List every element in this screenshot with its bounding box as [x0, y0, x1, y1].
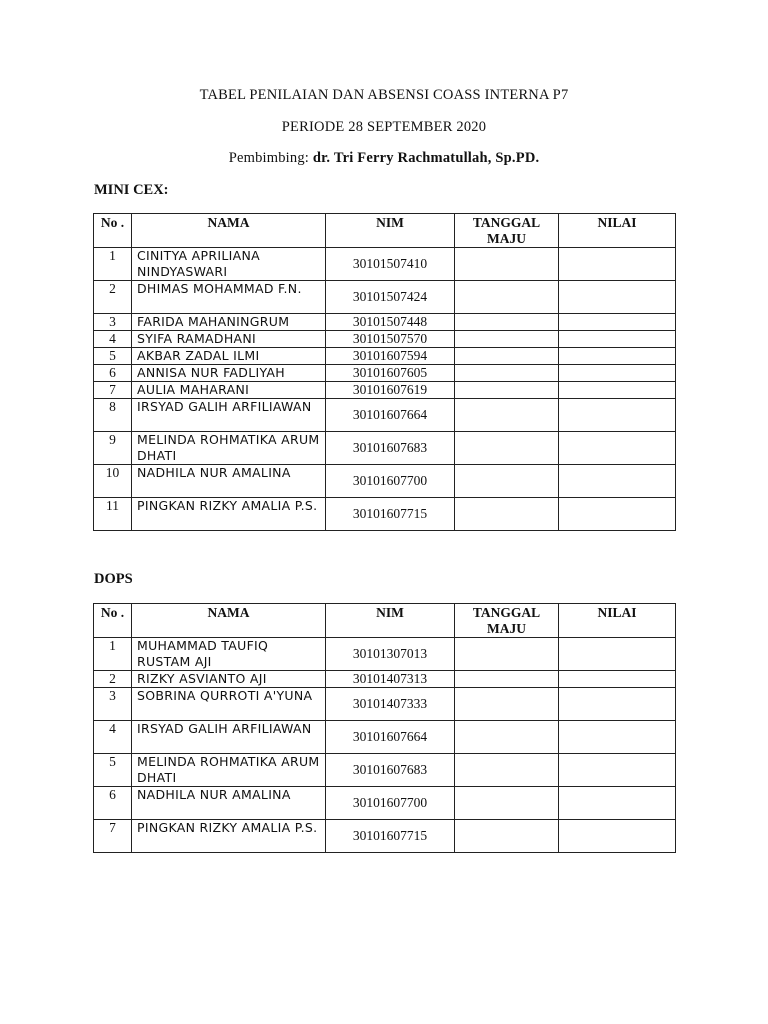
cell-nilai: [559, 248, 676, 281]
cell-no: 2: [94, 671, 132, 688]
cell-nama: SYIFA RAMADHANI: [132, 331, 326, 348]
cell-nim: 30101607683: [326, 432, 455, 465]
table-row: [94, 688, 676, 721]
cell-nama: ANNISA NUR FADLIYAH: [132, 365, 326, 382]
cell-nama: MELINDA ROHMATIKA ARUM DHATI: [132, 432, 326, 465]
cell-tanggal: [455, 248, 559, 281]
cell-nim: 30101507448: [326, 314, 455, 331]
column-header-nim: NIM: [326, 214, 455, 248]
cell-no: 3: [94, 314, 132, 331]
cell-no: 4: [94, 331, 132, 348]
cell-tanggal: [455, 671, 559, 688]
table-row: [94, 638, 676, 671]
cell-nilai: [559, 365, 676, 382]
table-row: [94, 281, 676, 314]
cell-nilai: [559, 787, 676, 820]
column-header-nama: NAMA: [132, 214, 326, 248]
cell-tanggal: [455, 314, 559, 331]
cell-nilai: [559, 754, 676, 787]
table-header-row: [94, 604, 676, 638]
cell-tanggal: [455, 331, 559, 348]
cell-tanggal: [455, 820, 559, 853]
cell-nama: MUHAMMAD TAUFIQ RUSTAM AJI: [132, 638, 326, 671]
cell-nim: 30101607664: [326, 399, 455, 432]
table-row: [94, 382, 676, 399]
column-header-tanggal: TANGGAL MAJU: [455, 604, 559, 638]
supervisor-label: Pembimbing:: [228, 150, 310, 166]
cell-tanggal: [455, 787, 559, 820]
cell-tanggal: [455, 399, 559, 432]
cell-nim: 30101607664: [326, 721, 455, 754]
cell-no: 5: [94, 754, 132, 787]
cell-nilai: [559, 331, 676, 348]
table-header-row: [94, 214, 676, 248]
column-header-nilai: NILAI: [559, 604, 676, 638]
cell-nim: 30101607683: [326, 754, 455, 787]
supervisor-name: dr. Tri Ferry Rachmatullah, Sp.PD.: [312, 150, 540, 166]
supervisor-line: [0, 150, 768, 167]
cell-no: 1: [94, 248, 132, 281]
column-header-nim: NIM: [326, 604, 455, 638]
cell-nilai: [559, 671, 676, 688]
table-row: [94, 348, 676, 365]
cell-no: 7: [94, 820, 132, 853]
cell-nim: 30101407333: [326, 688, 455, 721]
cell-nilai: [559, 432, 676, 465]
cell-nim: 30101507570: [326, 331, 455, 348]
cell-nim: 30101607700: [326, 787, 455, 820]
cell-tanggal: [455, 498, 559, 531]
cell-tanggal: [455, 432, 559, 465]
cell-nama: NADHILA NUR AMALINA: [132, 465, 326, 498]
cell-nim: 30101607715: [326, 498, 455, 531]
table-row: [94, 432, 676, 465]
cell-nama: MELINDA ROHMATIKA ARUM DHATI: [132, 754, 326, 787]
cell-no: 1: [94, 638, 132, 671]
mini-cex-heading: MINI CEX:: [94, 182, 169, 198]
column-header-tanggal: TANGGAL MAJU: [455, 214, 559, 248]
cell-nim: 30101507410: [326, 248, 455, 281]
cell-nama: AULIA MAHARANI: [132, 382, 326, 399]
cell-no: 7: [94, 382, 132, 399]
cell-nama: DHIMAS MOHAMMAD F.N.: [132, 281, 326, 314]
table-row: [94, 314, 676, 331]
cell-nilai: [559, 721, 676, 754]
cell-nim: 30101307013: [326, 638, 455, 671]
table-row: [94, 365, 676, 382]
cell-nama: PINGKAN RIZKY AMALIA P.S.: [132, 820, 326, 853]
cell-nilai: [559, 399, 676, 432]
document-title: TABEL PENILAIAN DAN ABSENSI COASS INTERNA P7: [199, 87, 569, 103]
cell-tanggal: [455, 365, 559, 382]
cell-nilai: [559, 314, 676, 331]
cell-nama: CINITYA APRILIANA NINDYASWARI: [132, 248, 326, 281]
table-row: [94, 754, 676, 787]
table-row: [94, 721, 676, 754]
cell-nim: 30101607594: [326, 348, 455, 365]
table-row: [94, 248, 676, 281]
cell-no: 4: [94, 721, 132, 754]
cell-tanggal: [455, 638, 559, 671]
dops-heading: DOPS: [94, 571, 133, 587]
column-header-no: No .: [94, 214, 132, 248]
table-row: [94, 498, 676, 531]
cell-nim: 30101407313: [326, 671, 455, 688]
cell-no: 8: [94, 399, 132, 432]
table-row: [94, 671, 676, 688]
cell-nilai: [559, 382, 676, 399]
document-period: PERIODE 28 SEPTEMBER 2020: [281, 119, 487, 135]
cell-nilai: [559, 498, 676, 531]
cell-nim: 30101607605: [326, 365, 455, 382]
cell-no: 2: [94, 281, 132, 314]
cell-no: 6: [94, 787, 132, 820]
cell-nama: IRSYAD GALIH ARFILIAWAN: [132, 721, 326, 754]
cell-no: 10: [94, 465, 132, 498]
cell-nama: AKBAR ZADAL ILMI: [132, 348, 326, 365]
cell-no: 5: [94, 348, 132, 365]
cell-nama: SOBRINA QURROTI A'YUNA: [132, 688, 326, 721]
cell-tanggal: [455, 382, 559, 399]
cell-nilai: [559, 638, 676, 671]
cell-nama: FARIDA MAHANINGRUM: [132, 314, 326, 331]
table-row: [94, 820, 676, 853]
table-row: [94, 787, 676, 820]
table-row: [94, 331, 676, 348]
cell-nilai: [559, 348, 676, 365]
cell-no: 3: [94, 688, 132, 721]
cell-nim: 30101607700: [326, 465, 455, 498]
dops-table: [93, 603, 676, 853]
cell-no: 9: [94, 432, 132, 465]
cell-nim: 30101607619: [326, 382, 455, 399]
mini-cex-table: [93, 213, 676, 531]
cell-nilai: [559, 688, 676, 721]
cell-tanggal: [455, 688, 559, 721]
cell-no: 6: [94, 365, 132, 382]
cell-nama: PINGKAN RIZKY AMALIA P.S.: [132, 498, 326, 531]
cell-tanggal: [455, 721, 559, 754]
cell-nilai: [559, 465, 676, 498]
cell-nama: IRSYAD GALIH ARFILIAWAN: [132, 399, 326, 432]
cell-tanggal: [455, 348, 559, 365]
table-row: [94, 399, 676, 432]
cell-no: 11: [94, 498, 132, 531]
cell-nama: NADHILA NUR AMALINA: [132, 787, 326, 820]
cell-tanggal: [455, 281, 559, 314]
cell-nilai: [559, 820, 676, 853]
cell-nim: 30101507424: [326, 281, 455, 314]
cell-tanggal: [455, 465, 559, 498]
column-header-nilai: NILAI: [559, 214, 676, 248]
cell-nama: RIZKY ASVIANTO AJI: [132, 671, 326, 688]
cell-nilai: [559, 281, 676, 314]
cell-tanggal: [455, 754, 559, 787]
column-header-no: No .: [94, 604, 132, 638]
cell-nim: 30101607715: [326, 820, 455, 853]
table-row: [94, 465, 676, 498]
column-header-nama: NAMA: [132, 604, 326, 638]
